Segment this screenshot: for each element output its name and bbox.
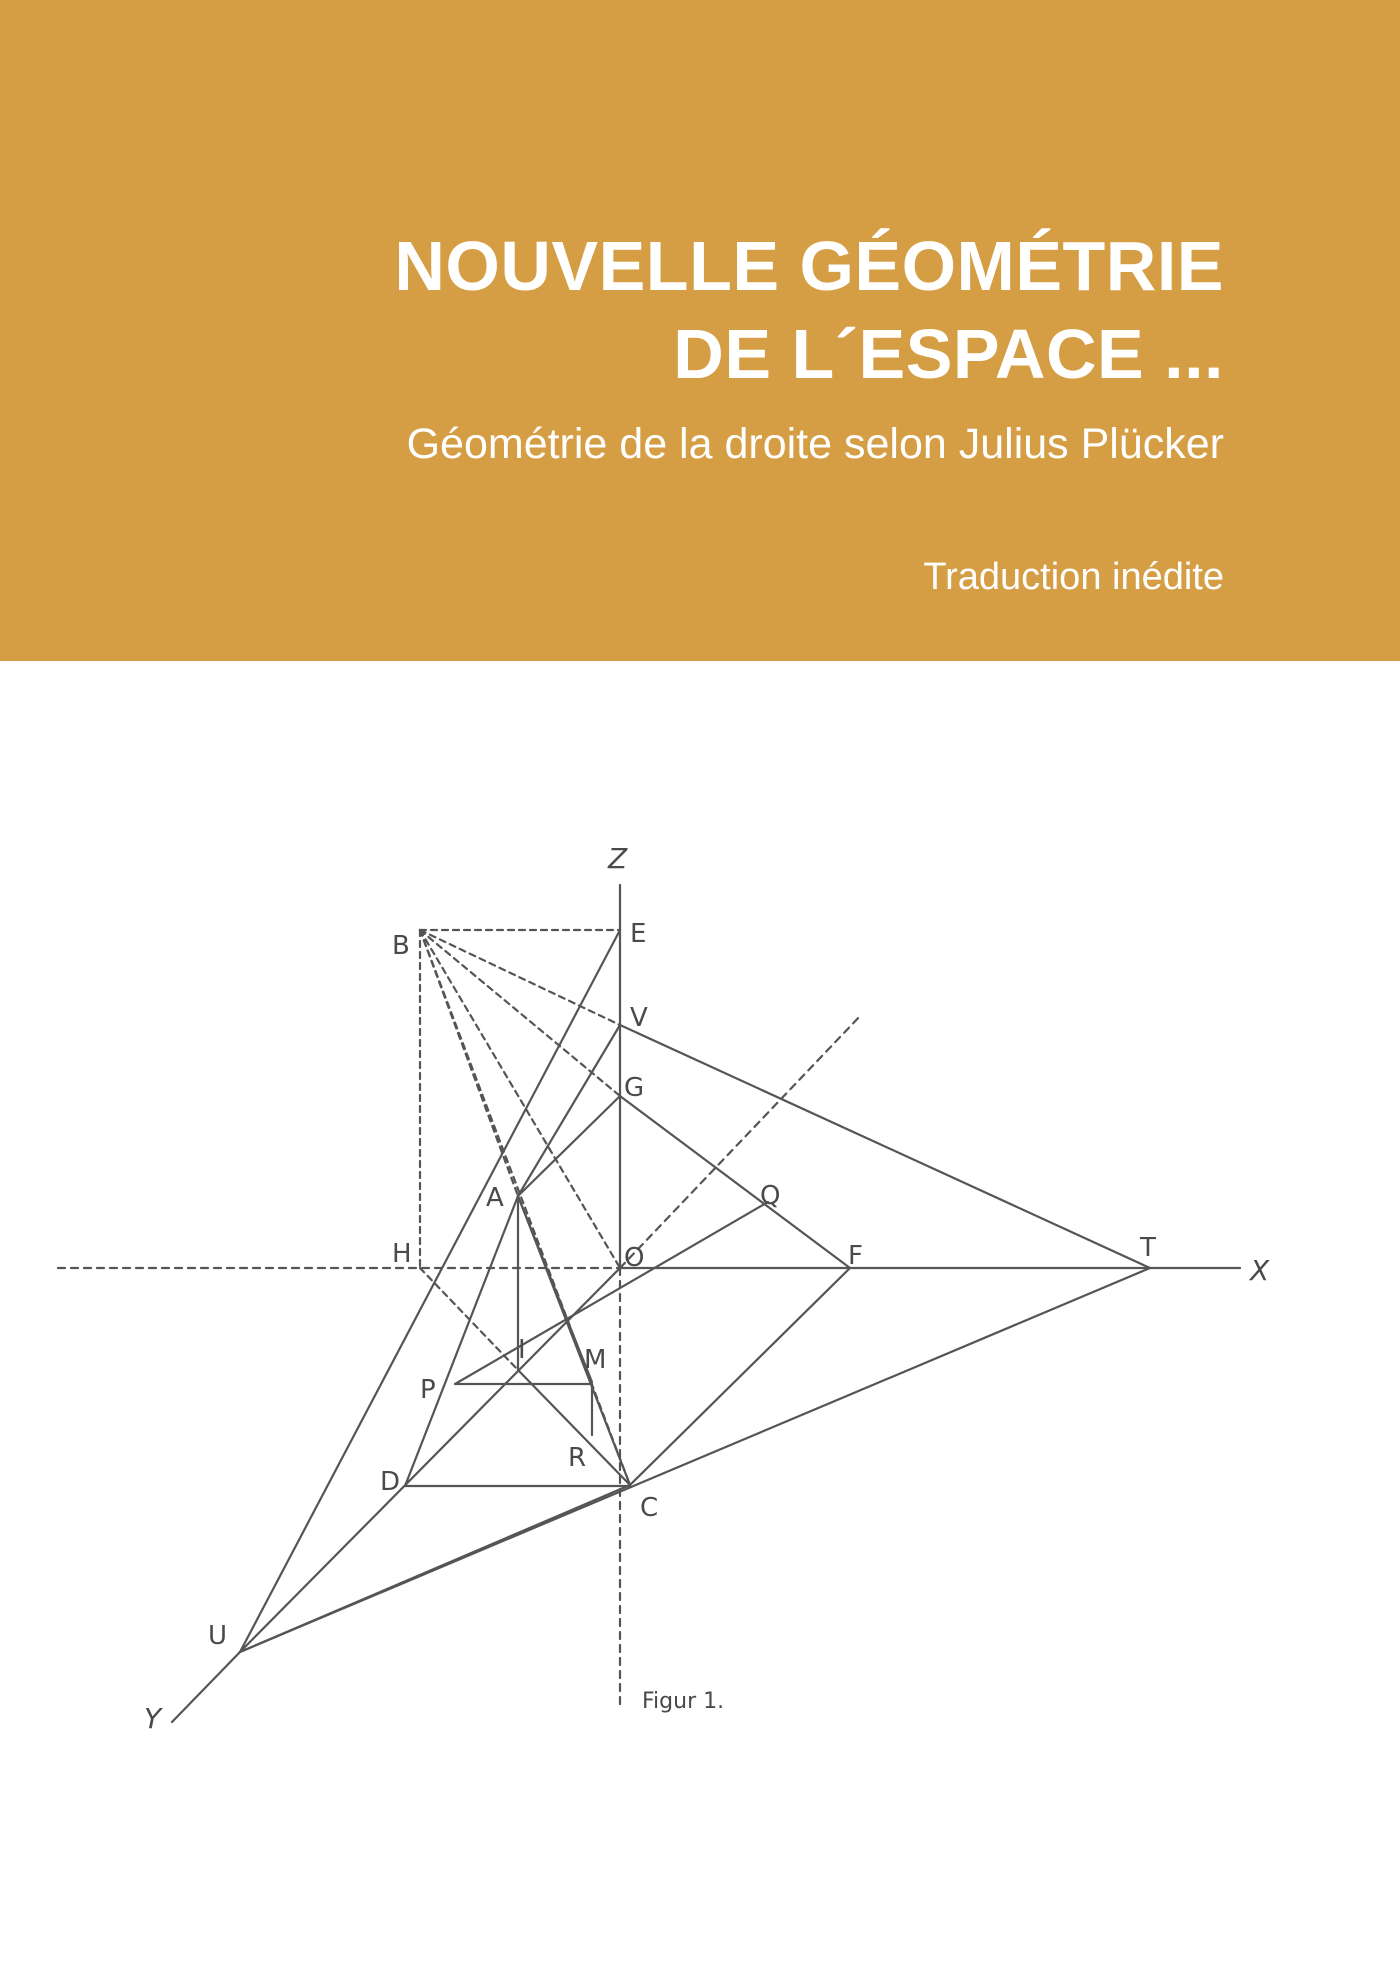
axis-y-label: Y [144, 1702, 162, 1735]
point-f-label: F [848, 1241, 863, 1271]
line-u-e [240, 930, 620, 1652]
title-line-2: DE L´ESPACE ... [673, 315, 1224, 393]
line-v-t [620, 1025, 1150, 1268]
axis-y-line [172, 1652, 240, 1722]
point-b-label: B [392, 931, 410, 961]
point-g-label: G [624, 1073, 645, 1103]
point-i-label: I [518, 1335, 526, 1365]
point-d-label: D [380, 1467, 401, 1497]
axis-x-label: X [1250, 1254, 1270, 1287]
diagonal-dashed [620, 1014, 862, 1268]
title-line-1: NOUVELLE GÉOMÉTRIE [394, 227, 1224, 305]
point-h-label: H [392, 1239, 412, 1269]
point-t-label: T [1140, 1233, 1156, 1263]
line-a-d [405, 1196, 518, 1486]
book-tagline: Traduction inédite [923, 556, 1224, 598]
line-u-o [240, 1268, 620, 1652]
book-subtitle: Géométrie de la droite selon Julius Plücker [406, 420, 1224, 468]
point-u-label: U [208, 1621, 228, 1651]
figure-drawing [0, 661, 1400, 1981]
geometry-figure [0, 661, 1400, 1981]
point-c-label: C [640, 1493, 659, 1523]
point-o-label: O [624, 1243, 645, 1273]
point-r-label: R [568, 1443, 587, 1473]
point-m-label: M [584, 1345, 607, 1375]
line-g-f [620, 1096, 850, 1268]
axis-z-label: Z [608, 842, 628, 875]
line-a-m [518, 1196, 592, 1382]
point-v-label: V [630, 1003, 648, 1033]
point-a-label: A [486, 1183, 504, 1213]
line-u-c [240, 1485, 630, 1652]
line-b-v [420, 930, 620, 1025]
line-b-o [420, 930, 620, 1268]
point-q-label: Q [760, 1181, 781, 1211]
figure-caption: Figur 1. [642, 1689, 725, 1714]
book-title [394, 222, 1224, 398]
point-e-label: E [630, 919, 647, 949]
line-f-c [630, 1268, 850, 1485]
line-q-p [455, 1202, 768, 1384]
point-p-label: P [420, 1375, 436, 1405]
